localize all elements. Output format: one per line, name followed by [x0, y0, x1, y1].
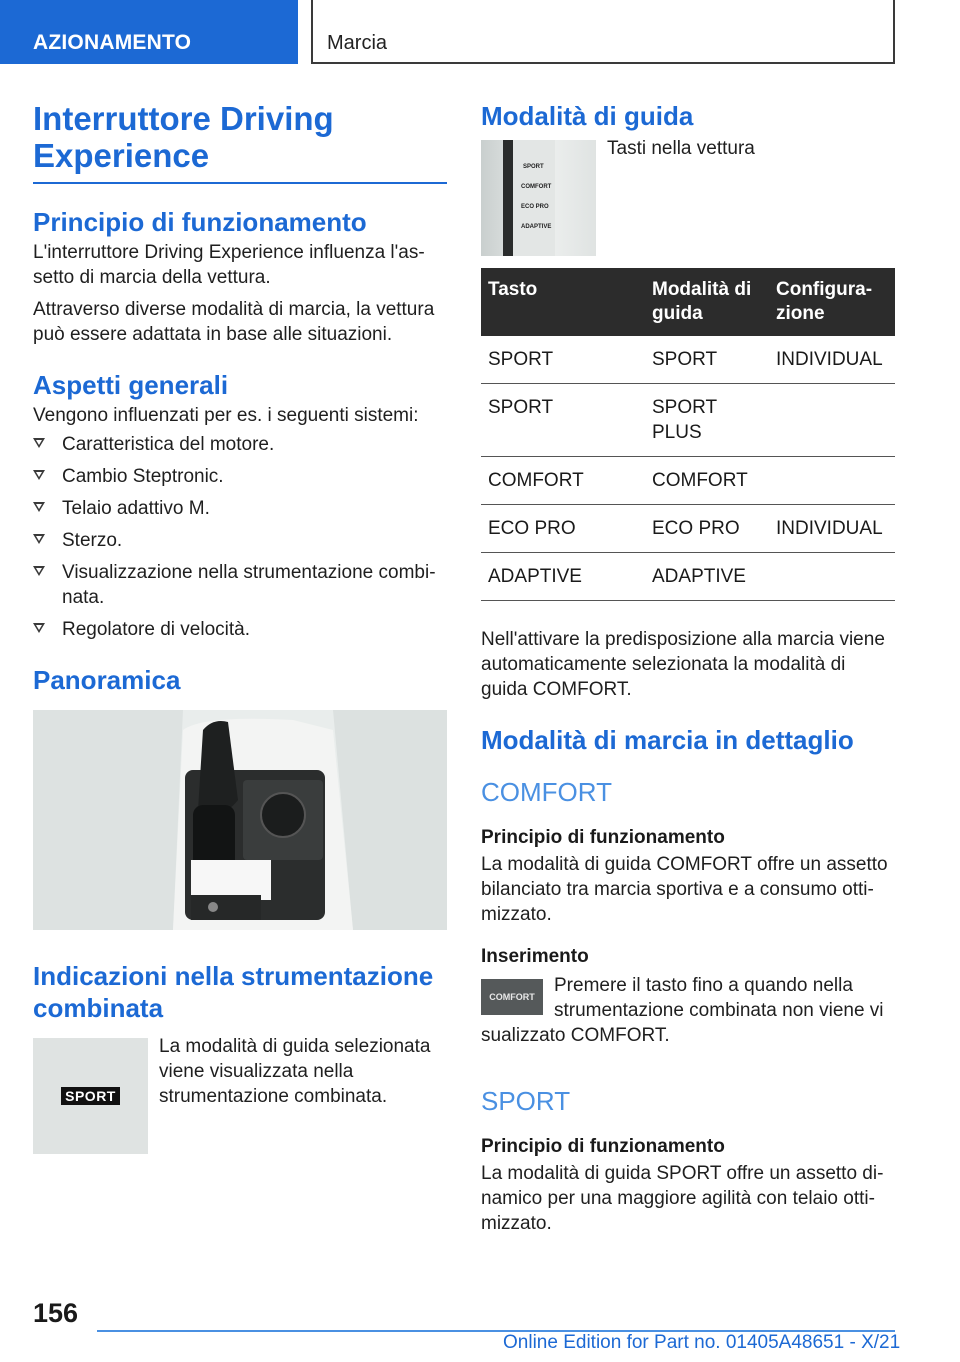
- general-heading: Aspetti generali: [33, 370, 229, 400]
- list-item: Cambio Steptronic.: [33, 464, 447, 489]
- table-cell: [769, 553, 895, 601]
- buttons-section: [481, 140, 895, 268]
- table-header: Configurazione: [769, 268, 895, 336]
- triangle-bullet-icon: [33, 534, 45, 544]
- comfort-insert-text-1: Premere il tasto fino a quando nella strumentazione combinata non viene vi: [554, 975, 884, 1021]
- button-label-eco-pro: ECO PRO: [521, 204, 549, 210]
- comfort-insert-section: [481, 973, 895, 1049]
- display-text: La modalità di guida selezionata viene visualizzata nella strumentazione combinata.: [159, 1036, 431, 1107]
- principle-paragraph-2: Attraverso diverse modalità di marcia, la vettura può essere adattata in base alle situazioni.: [33, 299, 435, 345]
- table-cell: SPORT: [481, 336, 645, 384]
- buttons-caption: Tasti nella vettura: [607, 138, 755, 159]
- sport-principle-heading: Principio di funzionamento: [481, 1136, 725, 1157]
- activation-note: Nell'attivare la predisposizione alla marcia viene automaticamente selezionata la modalità di guida COMFORT.: [481, 629, 885, 700]
- left-column: [33, 100, 447, 1156]
- table-cell: ADAPTIVE: [481, 553, 645, 601]
- table-cell: SPORT: [645, 336, 769, 384]
- sport-principle-text: La modalità di guida SPORT offre un assetto dinamico per una maggiore agilità con telaio ottimizzato.: [481, 1163, 884, 1234]
- details-heading: Modalità di marcia in dettaglio: [481, 725, 854, 755]
- table-row: [481, 553, 895, 601]
- table-cell: [769, 457, 895, 505]
- sport-heading: SPORT: [481, 1086, 571, 1116]
- table-cell: INDIVIDUAL: [769, 505, 895, 553]
- table-row: [481, 336, 895, 384]
- table-cell: COMFORT: [645, 457, 769, 505]
- comfort-principle-text: La modalità di guida COMFORT offre un assetto bilanciato tra marcia sportiva e a consumo ottimizzato.: [481, 854, 888, 925]
- right-column: [481, 100, 895, 1236]
- table-header: Tasto: [481, 268, 645, 336]
- page-title: Interruttore Driving Experience: [33, 100, 447, 184]
- table-cell: COMFORT: [481, 457, 645, 505]
- triangle-bullet-icon: [33, 470, 45, 480]
- general-list: [33, 432, 447, 642]
- display-section: [33, 1038, 447, 1156]
- center-console-illustration: [33, 710, 447, 930]
- comfort-insert-text-2: sualizzato COMFORT.: [481, 1025, 670, 1046]
- table-cell: [769, 384, 895, 457]
- table-cell: SPORT PLUS: [645, 384, 769, 457]
- list-item: Caratteristica del motore.: [33, 432, 447, 457]
- sport-badge: SPORT: [61, 1087, 120, 1105]
- general-intro: Vengono influenzati per es. i seguenti sistemi:: [33, 405, 419, 426]
- table-row: [481, 505, 895, 553]
- chapter-title: Marcia: [311, 0, 895, 64]
- table-cell: ADAPTIVE: [645, 553, 769, 601]
- table-cell: ECO PRO: [481, 505, 645, 553]
- buttons-photo: [481, 140, 596, 256]
- comfort-button-label: COMFORT: [489, 992, 535, 1002]
- list-item: Telaio adattivo M.: [33, 496, 447, 521]
- page-number: 156: [33, 1298, 79, 1328]
- list-item: Sterzo.: [33, 528, 447, 553]
- table-cell: INDIVIDUAL: [769, 336, 895, 384]
- modes-heading: Modalità di guida: [481, 101, 694, 131]
- comfort-insert-heading: Inserimento: [481, 946, 589, 967]
- button-label-sport: SPORT: [523, 164, 544, 170]
- comfort-button-image: [481, 979, 543, 1015]
- principle-paragraph-1: L'interruttore Driving Experience influenza l'assetto di marcia della vettura.: [33, 242, 425, 288]
- console-photo: [33, 710, 447, 930]
- display-heading: Indicazioni nella strumentazione combinata: [33, 961, 434, 1023]
- triangle-bullet-icon: [33, 566, 45, 576]
- overview-heading: Panoramica: [33, 665, 181, 695]
- list-item: Regolatore di velocità.: [33, 617, 447, 642]
- triangle-bullet-icon: [33, 623, 45, 633]
- table-cell: ECO PRO: [645, 505, 769, 553]
- table-row: [481, 457, 895, 505]
- sport-display-image: [33, 1038, 148, 1154]
- button-label-adaptive: ADAPTIVE: [521, 224, 552, 230]
- modes-table: [481, 268, 895, 601]
- comfort-principle-heading: Principio di funzionamento: [481, 827, 725, 848]
- triangle-bullet-icon: [33, 438, 45, 448]
- principle-heading: Principio di funzionamento: [33, 207, 367, 237]
- comfort-heading: COMFORT: [481, 777, 612, 807]
- section-tab: AZIONAMENTO: [0, 0, 298, 64]
- table-row: [481, 384, 895, 457]
- table-cell: SPORT: [481, 384, 645, 457]
- footer-edition: Online Edition for Part no. 01405A48651 - X/21: [503, 1332, 901, 1353]
- list-item: Visualizzazione nella strumentazione combinata.: [33, 560, 447, 610]
- table-header: Modalità di guida: [645, 268, 769, 336]
- triangle-bullet-icon: [33, 502, 45, 512]
- button-label-comfort: COMFORT: [521, 184, 552, 190]
